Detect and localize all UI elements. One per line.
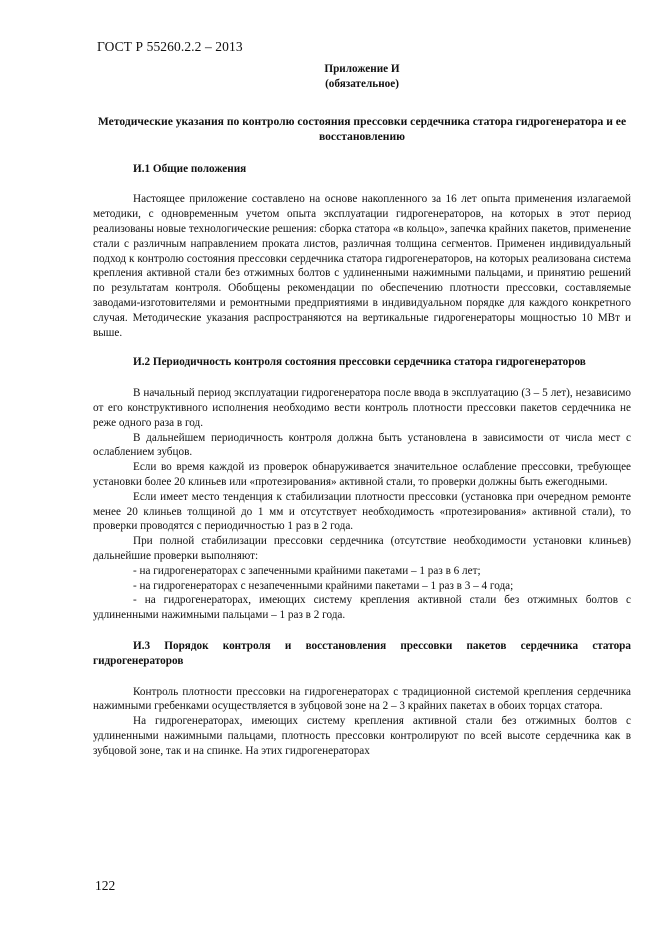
list-item: - на гидрогенераторах, имеющих систему крепления активной стали без отжимных болтов с удлиненными нажимными пальцами – 1 раз в 2 года. bbox=[93, 594, 631, 622]
section-heading: И.2 Периодичность контроля состояния прессовки сердечника статора гидрогенераторов bbox=[133, 356, 586, 369]
paragraph: В начальный период эксплуатации гидрогенератора после ввода в эксплуатацию (3 – 5 лет), независимо от его конструктивного исполнения необходимо вести контроль плотности прессовки пакетов сердечника не реже одного раза в год. bbox=[93, 387, 631, 429]
paragraph: Если во время каждой из проверок обнаруживается значительное ослабление прессовки, требующее установки более 20 клиньев или «протезирования» активной стали, то проверки должны быть ежегодными. bbox=[93, 461, 631, 488]
paragraph: Настоящее приложение составлено на основе накопленного за 16 лет опыта применения излагаемой методики, с одновременным учетом опыта эксплуатации гидрогенераторов, на которых в этот период реализованы новые технологические решения: сборка статора «в кольцо», запечка крайних пакетов, применение стали с различным направлением проката листов, различная толщина сегментов. Применен индивидуальный подход к контролю состояния прессовки сердечника статора гидрогенераторов, на которых реализована система крепления активной стали без отжимных болтов с удлиненными нажимными пальцами, и принятию решений по результатам контроля. Обобщены рекомендации по обеспечению плотности прессовки, составляемые заводами-изготовителями и ремонтными предприятиями в индивидуальном порядке для каждого конкретного случая. Методические указания распространяются на вертикальные гидрогенераторы мощностью 10 МВт и выше. bbox=[93, 193, 632, 339]
appendix-heading: Методические указания по контролю состояния прессовки сердечника статора гидрогенератора и ее восстановлению bbox=[97, 114, 627, 143]
paragraph: На гидрогенераторах, имеющих систему крепления активной стали без отжимных болтов с удлиненными нажимными пальцами, плотность прессовки контролируют по всей высоте сердечника как в зубцовой зоне, так и на спинке. На этих гидрогенераторах bbox=[93, 715, 631, 757]
standard-header: ГОСТ Р 55260.2.2 – 2013 bbox=[97, 39, 243, 54]
paragraph: Контроль плотности прессовки на гидрогенераторах с традиционной системой крепления сердечника нажимными гребенками осуществляется в зубцовой зоне на 2 – 3 крайних пакетах в обоих торцах статора. bbox=[93, 685, 631, 713]
list-item: - на гидрогенераторах с запеченными крайними пакетами – 1 раз в 6 лет; bbox=[133, 564, 481, 577]
page-number: 122 bbox=[95, 878, 116, 893]
list-item: - на гидрогенераторах с незапеченными крайними пакетами – 1 раз в 3 – 4 года; bbox=[133, 579, 514, 592]
paragraph: В дальнейшем периодичность контроля должна быть установлена в зависимости от числа мест с ослаблением зубцов. bbox=[93, 431, 631, 459]
appendix-title: Приложение И bbox=[324, 63, 400, 75]
appendix-status: (обязательное) bbox=[325, 77, 399, 90]
section-heading: И.1 Общие положения bbox=[133, 162, 247, 175]
paragraph: При полной стабилизации прессовки сердечника (отсутствие необходимости установки клиньев) дальнейшие проверки выполняют: bbox=[93, 535, 631, 562]
section-heading: И.3 Порядок контроля и восстановления прессовки пакетов сердечника статора гидрогенераторов bbox=[93, 639, 631, 667]
paragraph: Если имеет место тенденция к стабилизации плотности прессовки (установка при очередном ремонте менее 20 клиньев толщиной до 1 мм и отсутствует необходимость «протезирования» активной стали), то проверки проводятся с периодичностью 1 раз в 2 года. bbox=[93, 490, 631, 533]
page-content bbox=[93, 62, 631, 758]
